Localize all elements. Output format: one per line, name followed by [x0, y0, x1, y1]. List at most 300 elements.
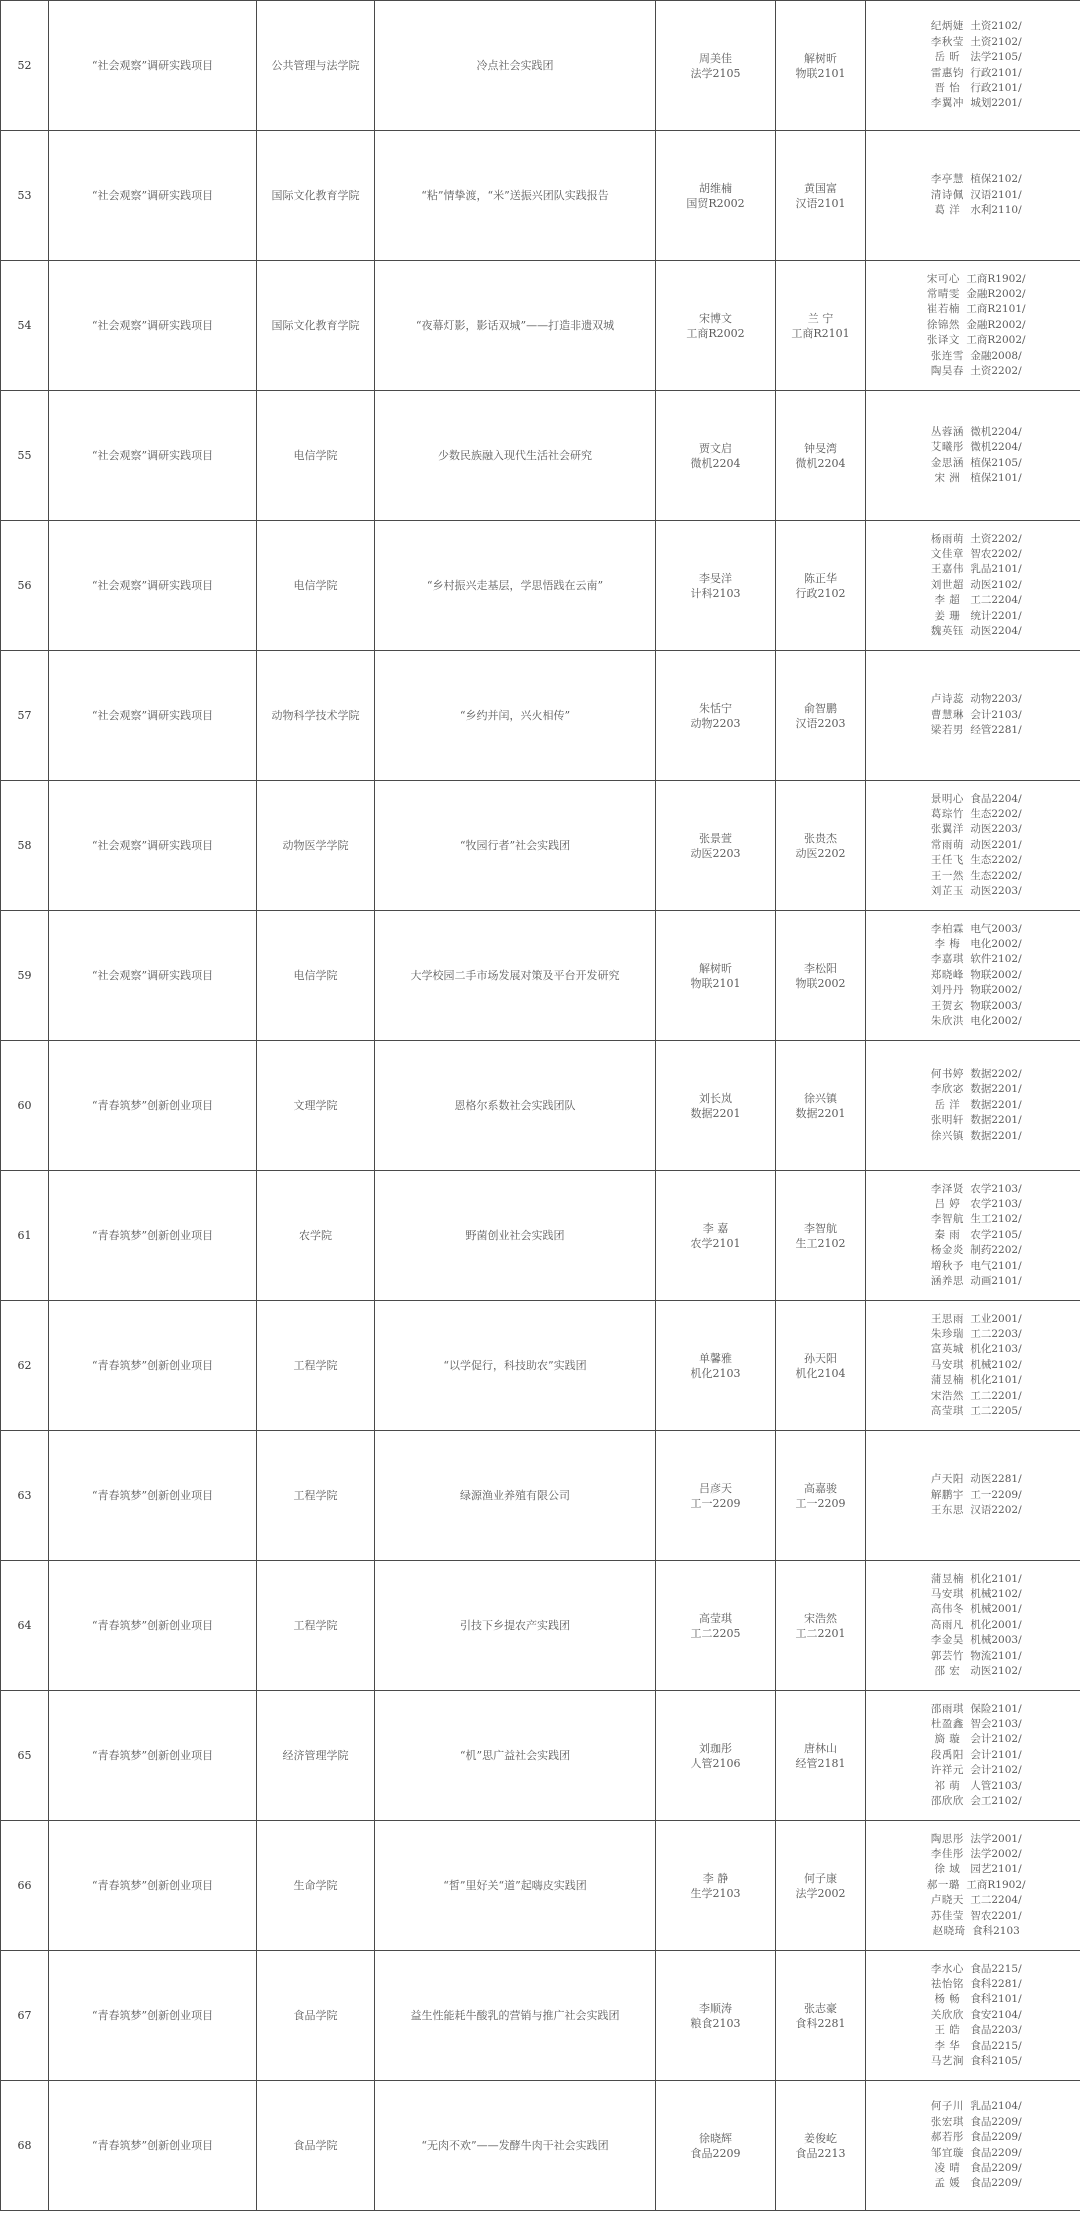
project-type-cell: “社会观察”调研实践项目 — [49, 521, 257, 651]
leader-info — [691, 571, 741, 601]
row-number-cell: 57 — [1, 651, 49, 781]
teacher-cell — [776, 391, 866, 521]
member-class: 生态2202/ — [970, 869, 1022, 882]
member-name: 宋可心 — [926, 272, 960, 285]
project-type-cell: “社会观察”调研实践项目 — [49, 261, 257, 391]
college-cell: 电信学院 — [257, 521, 375, 651]
leader-cell — [656, 391, 776, 521]
member-class: 园艺2101/ — [970, 1863, 1022, 1876]
member-class: 保险2101/ — [970, 1702, 1022, 1715]
leader-info — [691, 1351, 741, 1381]
member-name: 刘丹丹 — [930, 984, 964, 997]
member-name: 姜 珊 — [934, 609, 961, 622]
college-cell: 国际文化教育学院 — [257, 261, 375, 391]
project-name-cell: 引技下乡提农产实践团 — [375, 1561, 656, 1691]
teacher-cell — [776, 521, 866, 651]
member-class: 金融R2002/ — [966, 287, 1026, 300]
member-entry — [866, 2023, 1080, 2038]
member-name: 祁 萌 — [934, 1779, 961, 1792]
teacher-info — [796, 1351, 846, 1381]
teacher-info — [796, 701, 846, 731]
member-name: 郭芸竹 — [930, 1649, 964, 1662]
project-name-cell: “乡村振兴走基层，学思悟践在云南” — [375, 521, 656, 651]
table-row — [1, 1561, 1080, 1691]
member-name: 李亭慧 — [930, 173, 964, 186]
member-class: 物联2002/ — [970, 984, 1022, 997]
member-class: 城划2201/ — [970, 97, 1022, 110]
row-number-cell: 61 — [1, 1171, 49, 1301]
table-row — [1, 1431, 1080, 1561]
member-class: 电化2002/ — [970, 937, 1022, 950]
member-entry — [866, 1602, 1080, 1617]
row-number-cell: 56 — [1, 521, 49, 651]
member-name: 张明轩 — [930, 1114, 964, 1127]
leader-name: 李 静 — [702, 1871, 729, 1885]
member-name: 秦 雨 — [934, 1228, 961, 1241]
member-class: 工商R1902/ — [966, 1878, 1026, 1891]
member-entry — [866, 1373, 1080, 1388]
row-number-cell: 54 — [1, 261, 49, 391]
member-entry — [866, 1182, 1080, 1197]
leader-cell — [656, 1301, 776, 1431]
member-class: 农学2103/ — [970, 1197, 1022, 1210]
member-class: 物联2003/ — [970, 999, 1022, 1012]
row-number-cell: 62 — [1, 1301, 49, 1431]
member-name: 邵雨琪 — [930, 1702, 964, 1715]
teacher-name: 李松阳 — [804, 961, 837, 975]
member-name: 葛 洋 — [934, 204, 961, 217]
member-class: 汉语2202/ — [970, 1504, 1022, 1517]
member-class: 土资2102/ — [970, 20, 1022, 33]
leader-class: 数据2201 — [690, 1106, 741, 1120]
member-class: 工二2203/ — [970, 1327, 1022, 1340]
member-class: 工业2001/ — [970, 1312, 1022, 1325]
member-class: 会计2102/ — [970, 1764, 1022, 1777]
member-name: 李嘉琪 — [930, 953, 964, 966]
member-class: 工二2201/ — [970, 1389, 1022, 1402]
leader-info — [691, 2131, 741, 2161]
leader-cell — [656, 651, 776, 781]
member-entry — [866, 532, 1080, 547]
teacher-name: 张贵杰 — [804, 831, 837, 845]
member-name: 晋 怡 — [934, 81, 961, 94]
member-entry — [866, 333, 1080, 348]
table-row — [1, 521, 1080, 651]
member-entry — [866, 1488, 1080, 1503]
project-type-cell: “社会观察”调研实践项目 — [49, 131, 257, 261]
row-number-cell: 65 — [1, 1691, 49, 1821]
member-class: 微机2204/ — [970, 425, 1022, 438]
member-name: 涵养思 — [930, 1275, 964, 1288]
member-name: 何书婷 — [930, 1067, 964, 1080]
member-name: 张译文 — [926, 334, 960, 347]
member-name: 郝若彤 — [930, 2131, 964, 2144]
teacher-cell — [776, 781, 866, 911]
member-class: 食科2103 — [972, 1925, 1020, 1938]
member-name: 张翼洋 — [930, 823, 964, 836]
member-class: 会计2101/ — [970, 1748, 1022, 1761]
teacher-name: 高嘉骏 — [804, 1481, 837, 1495]
member-class: 制药2202/ — [970, 1244, 1022, 1257]
member-class: 智农2202/ — [970, 547, 1022, 560]
project-name-cell: “以学促行，科技助农”实践团 — [375, 1301, 656, 1431]
member-class: 智农2201/ — [970, 1909, 1022, 1922]
member-entry — [866, 1633, 1080, 1648]
member-class: 数据2201/ — [970, 1129, 1022, 1142]
member-entry — [866, 19, 1080, 34]
member-entry — [866, 838, 1080, 853]
teacher-name: 俞智鹏 — [804, 701, 837, 715]
member-name: 徐兴镇 — [930, 1129, 964, 1142]
teacher-name: 李智航 — [804, 1221, 837, 1235]
member-name: 李 超 — [934, 594, 961, 607]
teacher-class: 物联2002 — [795, 976, 846, 990]
member-name: 郑晓峰 — [930, 968, 964, 981]
member-class: 机械2001/ — [970, 1603, 1022, 1616]
member-name: 徐 域 — [934, 1863, 961, 1876]
member-class: 数据2201/ — [970, 1083, 1022, 1096]
member-entry — [866, 562, 1080, 577]
member-entry — [866, 2176, 1080, 2191]
member-name: 朱珍瑞 — [930, 1327, 964, 1340]
member-class: 工二2204/ — [970, 594, 1022, 607]
member-class: 水利2110/ — [970, 204, 1022, 217]
member-class: 金融2008/ — [970, 349, 1022, 362]
member-entry — [866, 1082, 1080, 1097]
member-entry — [866, 1717, 1080, 1732]
teacher-name: 宋浩然 — [804, 1611, 837, 1625]
leader-info — [691, 1481, 741, 1511]
member-class: 机化2101/ — [970, 1572, 1022, 1585]
member-class: 金融R2002/ — [966, 318, 1026, 331]
leader-class: 计科2103 — [690, 586, 741, 600]
leader-class: 动医2203 — [690, 846, 741, 860]
member-entry — [866, 1404, 1080, 1419]
member-entry — [866, 1779, 1080, 1794]
project-name-cell: 少数民族融入现代生活社会研究 — [375, 391, 656, 521]
member-class: 食品2215/ — [970, 1962, 1022, 1975]
teacher-cell — [776, 1561, 866, 1691]
member-name: 王一然 — [930, 869, 964, 882]
member-entry — [866, 456, 1080, 471]
teacher-name: 解树昕 — [804, 51, 837, 65]
teacher-class: 工商R2101 — [791, 326, 850, 340]
member-entry — [866, 1274, 1080, 1289]
member-entry — [866, 272, 1080, 287]
member-entry — [866, 2115, 1080, 2130]
member-class: 食品2209/ — [970, 2146, 1022, 2159]
member-class: 土资2202/ — [970, 532, 1022, 545]
member-name: 蒲昱楠 — [930, 1374, 964, 1387]
member-entry — [866, 884, 1080, 899]
leader-name: 胡维楠 — [699, 181, 732, 195]
member-name: 景明心 — [930, 792, 964, 805]
member-entry — [866, 578, 1080, 593]
member-entry — [866, 1327, 1080, 1342]
member-name: 李泽贤 — [930, 1182, 964, 1195]
member-name: 凌 晴 — [934, 2161, 961, 2174]
college-cell: 动物科学技术学院 — [257, 651, 375, 781]
leader-cell — [656, 781, 776, 911]
member-entry — [866, 547, 1080, 562]
project-name-cell: 大学校园二手市场发展对策及平台开发研究 — [375, 911, 656, 1041]
member-entry — [866, 1503, 1080, 1518]
member-class: 机械2003/ — [970, 1634, 1022, 1647]
leader-class: 农学2101 — [690, 1236, 741, 1250]
member-entry — [866, 1893, 1080, 1908]
member-entry — [866, 1228, 1080, 1243]
teacher-name: 孙天阳 — [804, 1351, 837, 1365]
member-class: 工二2204/ — [970, 1894, 1022, 1907]
teacher-class: 汉语2101 — [795, 196, 846, 210]
member-class: 物流2101/ — [970, 1649, 1022, 1662]
members-cell — [866, 521, 1080, 651]
leader-cell — [656, 1041, 776, 1171]
table-row — [1, 1951, 1080, 2081]
member-entry — [866, 922, 1080, 937]
member-name: 高莹琪 — [930, 1405, 964, 1418]
member-name: 马安琪 — [930, 1358, 964, 1371]
table-row — [1, 781, 1080, 911]
member-class: 植保2102/ — [970, 173, 1022, 186]
members-cell — [866, 391, 1080, 521]
member-name: 清诗佩 — [930, 188, 964, 201]
teacher-class: 生工2102 — [795, 1236, 846, 1250]
leader-name: 刘长岚 — [699, 1091, 732, 1105]
member-name: 张宏琪 — [930, 2115, 964, 2128]
leader-cell — [656, 1821, 776, 1951]
college-cell: 国际文化教育学院 — [257, 131, 375, 261]
member-name: 卢天阳 — [930, 1473, 964, 1486]
teacher-class: 食科2281 — [795, 2016, 846, 2030]
member-entry — [866, 2161, 1080, 2176]
teacher-class: 经管2181 — [795, 1756, 846, 1770]
member-name: 李水心 — [930, 1962, 964, 1975]
member-class: 物联2002/ — [970, 968, 1022, 981]
member-class: 动医2102/ — [970, 1665, 1022, 1678]
teacher-class: 汉语2203 — [795, 716, 846, 730]
member-class: 食品2204/ — [970, 792, 1022, 805]
row-number-cell: 66 — [1, 1821, 49, 1951]
teacher-info — [796, 51, 846, 81]
member-class: 生态2202/ — [970, 807, 1022, 820]
member-class: 乳品2104/ — [970, 2100, 1022, 2113]
member-entry — [866, 1649, 1080, 1664]
leader-name: 周美佳 — [699, 51, 732, 65]
project-type-cell: “青春筑梦”创新创业项目 — [49, 1951, 257, 2081]
leader-cell — [656, 1171, 776, 1301]
member-entry — [866, 1732, 1080, 1747]
teacher-name: 何子康 — [804, 1871, 837, 1885]
member-entry — [866, 983, 1080, 998]
member-entry — [866, 792, 1080, 807]
member-class: 会计2103/ — [970, 708, 1022, 721]
member-entry — [866, 1113, 1080, 1128]
teacher-name: 唐林山 — [804, 1741, 837, 1755]
member-entry — [866, 1977, 1080, 1992]
leader-cell — [656, 131, 776, 261]
leader-name: 吕彦天 — [699, 1481, 732, 1495]
members-cell — [866, 911, 1080, 1041]
member-entry — [866, 188, 1080, 203]
member-class: 汉语2101/ — [970, 188, 1022, 201]
leader-info — [691, 2001, 741, 2031]
project-type-cell: “青春筑梦”创新创业项目 — [49, 1301, 257, 1431]
teacher-info — [796, 441, 846, 471]
member-class: 土资2202/ — [970, 365, 1022, 378]
member-entry — [866, 2054, 1080, 2069]
leader-info — [691, 701, 741, 731]
member-class: 食品2209/ — [970, 2115, 1022, 2128]
member-name: 曹慧琳 — [930, 708, 964, 721]
member-entry — [866, 35, 1080, 50]
teacher-cell — [776, 1301, 866, 1431]
leader-name: 宋博文 — [699, 311, 732, 325]
members-cell — [866, 1041, 1080, 1171]
member-entry — [866, 1862, 1080, 1877]
leader-info — [691, 1871, 741, 1901]
member-class: 行政2101/ — [970, 81, 1022, 94]
member-name: 杨雨萌 — [930, 532, 964, 545]
leader-name: 朱恬宁 — [699, 701, 732, 715]
member-entry — [866, 81, 1080, 96]
member-entry — [866, 2008, 1080, 2023]
project-name-cell: 绿源渔业养殖有限公司 — [375, 1431, 656, 1561]
member-name: 何子川 — [930, 2100, 964, 2113]
teacher-class: 工二2201 — [795, 1626, 846, 1640]
member-name: 魏英钰 — [930, 625, 964, 638]
college-cell: 动物医学学院 — [257, 781, 375, 911]
project-type-cell: “青春筑梦”创新创业项目 — [49, 2081, 257, 2211]
member-entry — [866, 1847, 1080, 1862]
leader-name: 解树昕 — [699, 961, 732, 975]
member-entry — [866, 1212, 1080, 1227]
member-name: 张连雪 — [930, 349, 964, 362]
leader-info — [686, 311, 744, 341]
member-name: 刘芷玉 — [930, 885, 964, 898]
project-type-cell: “青春筑梦”创新创业项目 — [49, 1691, 257, 1821]
members-cell — [866, 1691, 1080, 1821]
member-name: 邵 宏 — [934, 1665, 961, 1678]
member-class: 生工2102/ — [970, 1213, 1022, 1226]
project-name-cell: “乡约并闰，兴火相传” — [375, 651, 656, 781]
row-number-cell: 60 — [1, 1041, 49, 1171]
project-name-cell: 益生性能耗牛酸乳的营销与推广社会实践团 — [375, 1951, 656, 2081]
row-number-cell: 63 — [1, 1431, 49, 1561]
member-entry — [866, 364, 1080, 379]
member-entry — [866, 1472, 1080, 1487]
table-row — [1, 131, 1080, 261]
member-class: 食品2215/ — [970, 2039, 1022, 2052]
member-class: 农学2103/ — [970, 1182, 1022, 1195]
leader-info — [691, 51, 741, 81]
member-name: 祛怡铭 — [930, 1977, 964, 1990]
project-name-cell: “皙”里好关“道”起嗨皮实践团 — [375, 1821, 656, 1951]
leader-info — [686, 181, 744, 211]
member-name: 王嘉伟 — [930, 563, 964, 576]
teacher-class: 行政2102 — [795, 586, 846, 600]
member-name: 卢晓天 — [930, 1894, 964, 1907]
member-class: 会工2102/ — [970, 1795, 1022, 1808]
member-name: 宋浩然 — [930, 1389, 964, 1402]
project-name-cell: 冷点社会实践团 — [375, 1, 656, 131]
member-name: 王东思 — [930, 1504, 964, 1517]
member-class: 工一2209/ — [970, 1488, 1022, 1501]
member-entry — [866, 2130, 1080, 2145]
college-cell: 工程学院 — [257, 1431, 375, 1561]
member-name: 旖 璇 — [934, 1733, 961, 1746]
teacher-info — [796, 181, 846, 211]
member-class: 动医2204/ — [970, 625, 1022, 638]
teacher-info — [796, 571, 846, 601]
member-name: 常雨萌 — [930, 838, 964, 851]
member-entry — [866, 440, 1080, 455]
member-entry — [866, 1992, 1080, 2007]
member-entry — [866, 172, 1080, 187]
member-class: 动医2281/ — [970, 1473, 1022, 1486]
leader-name: 刘珈彤 — [699, 1741, 732, 1755]
teacher-name: 张志豪 — [804, 2001, 837, 2015]
leader-class: 微机2204 — [690, 456, 741, 470]
member-class: 动医2203/ — [970, 823, 1022, 836]
leader-name: 贾文启 — [699, 441, 732, 455]
table-row — [1, 391, 1080, 521]
member-class: 法学2002/ — [970, 1847, 1022, 1860]
member-entry — [866, 50, 1080, 65]
member-entry — [866, 708, 1080, 723]
project-type-cell: “青春筑梦”创新创业项目 — [49, 1041, 257, 1171]
member-name: 梁若男 — [930, 724, 964, 737]
leader-class: 工二2205 — [690, 1626, 741, 1640]
teacher-cell — [776, 1821, 866, 1951]
member-entry — [866, 723, 1080, 738]
member-class: 行政2101/ — [970, 66, 1022, 79]
member-entry — [866, 1014, 1080, 1029]
member-name: 郝一璐 — [926, 1878, 960, 1891]
member-entry — [866, 1572, 1080, 1587]
member-name: 解鹏宇 — [930, 1488, 964, 1501]
member-class: 动医2201/ — [970, 838, 1022, 851]
member-name: 常晴雯 — [926, 287, 960, 300]
member-class: 会计2102/ — [970, 1733, 1022, 1746]
member-entry — [866, 1832, 1080, 1847]
member-entry — [866, 999, 1080, 1014]
member-class: 食品2209/ — [970, 2177, 1022, 2190]
member-entry — [866, 1312, 1080, 1327]
members-cell — [866, 2081, 1080, 2211]
project-type-cell: “社会观察”调研实践项目 — [49, 781, 257, 911]
project-name-cell: 恩格尔系数社会实践团队 — [375, 1041, 656, 1171]
row-number-cell: 68 — [1, 2081, 49, 2211]
member-class: 机械2102/ — [970, 1587, 1022, 1600]
teacher-info — [796, 961, 846, 991]
table-row — [1, 651, 1080, 781]
teacher-cell — [776, 1951, 866, 2081]
leader-class: 机化2103 — [690, 1366, 741, 1380]
teacher-cell — [776, 911, 866, 1041]
members-cell — [866, 131, 1080, 261]
member-name: 纪炳婕 — [930, 20, 964, 33]
teacher-cell — [776, 2081, 866, 2211]
leader-class: 物联2101 — [690, 976, 741, 990]
teacher-name: 姜俊屹 — [804, 2131, 837, 2145]
leader-name: 单馨雅 — [699, 1351, 732, 1365]
member-name: 马艺涧 — [930, 2055, 964, 2068]
member-entry — [866, 1748, 1080, 1763]
leader-name: 高莹琪 — [699, 1611, 732, 1625]
project-type-cell: “社会观察”调研实践项目 — [49, 391, 257, 521]
teacher-class: 微机2204 — [795, 456, 846, 470]
